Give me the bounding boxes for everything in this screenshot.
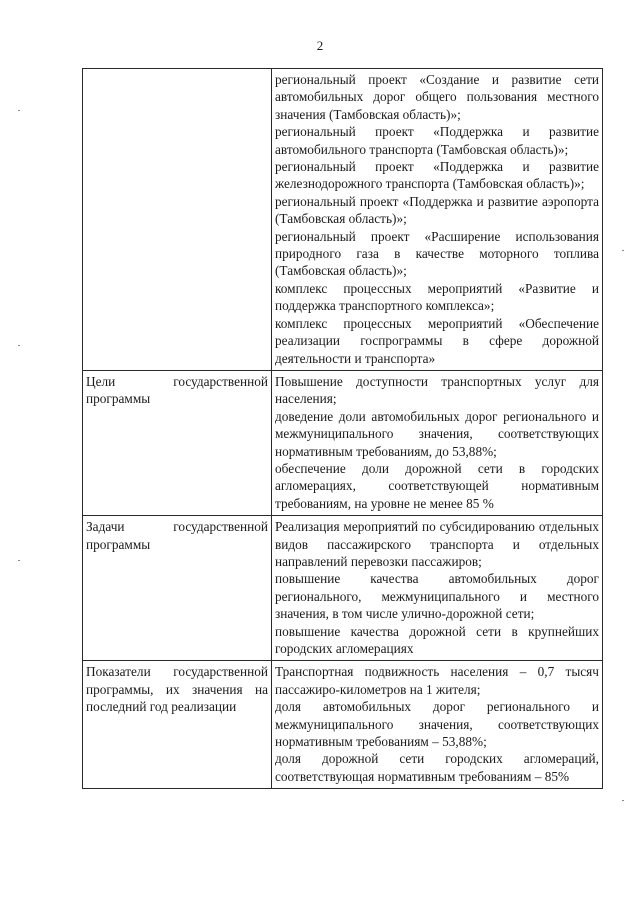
table-row <box>83 661 603 789</box>
list-item: региональный проект «Создание и развитие сети автомобильных дорог общего пользования местного значения (Тамбовская область)»; <box>275 72 599 122</box>
list-item: Транспортная подвижность населения – 0,7 тысяч пассажиро-километров на 1 жителя; <box>275 664 599 697</box>
row-label: Цели государственной программы <box>83 370 272 515</box>
scan-mark <box>18 560 20 561</box>
list-item: региональный проект «Поддержка и развитие железнодорожного транспорта (Тамбовская область)»; <box>275 159 599 192</box>
page-number: 2 <box>316 38 324 53</box>
scan-mark <box>622 250 624 251</box>
table-row <box>83 370 603 515</box>
table-row <box>83 516 603 661</box>
row-label <box>83 69 272 371</box>
row-value <box>272 69 603 371</box>
row-value <box>272 516 603 661</box>
table-row <box>83 69 603 371</box>
list-item: комплекс процессных мероприятий «Обеспечение реализации госпрограммы в сфере дорожной деятельности и транспорта» <box>275 315 599 366</box>
list-item: комплекс процессных мероприятий «Развитие и поддержка транспортного комплекса»; <box>275 280 599 314</box>
row-label: Задачи государственной программы <box>83 516 272 661</box>
list-item: повышение качества автомобильных дорог регионального, межмуниципального и местного значения, в том числе улично-дорожной сети; <box>275 571 599 622</box>
list-item: региональный проект «Расширение использования природного газа в качестве моторного топлива (Тамбовская область)»; <box>275 228 599 279</box>
scan-mark <box>18 110 20 111</box>
list-item: региональный проект «Поддержка и развитие автомобильного транспорта (Тамбовская область)»; <box>275 124 599 157</box>
list-item: Реализация мероприятий по субсидированию отдельных видов пассажирского транспорта и отдельных направлений перевозки пассажиров; <box>275 519 599 569</box>
scan-mark <box>18 345 20 346</box>
list-item: повышение качества дорожной сети в крупнейших городских агломерациях <box>275 623 599 656</box>
list-item: доля автомобильных дорог регионального и межмуниципального значения, соответствующих нормативным требованиям – 53,88%; <box>275 699 599 750</box>
list-item: доведение доли автомобильных дорог регионального и межмуниципального значения, соответствующих нормативным требованиям, до 53,88%; <box>275 408 599 459</box>
list-item: Повышение доступности транспортных услуг для населения; <box>275 373 599 407</box>
row-value <box>272 661 603 789</box>
scan-mark <box>622 800 624 801</box>
list-item: обеспечение доли дорожной сети в городских агломерациях, соответствующей нормативным требованиям, на уровне не менее 85 % <box>275 460 599 511</box>
program-passport-table <box>82 68 603 789</box>
list-item: региональный проект «Поддержка и развитие аэропорта (Тамбовская область)»; <box>275 193 599 227</box>
row-label: Показатели государственной программы, их значения на последний год реализации <box>83 661 272 789</box>
list-item: доля дорожной сети городских агломераций, соответствующая нормативным требованиям – 85% <box>275 751 599 784</box>
row-value <box>272 370 603 515</box>
